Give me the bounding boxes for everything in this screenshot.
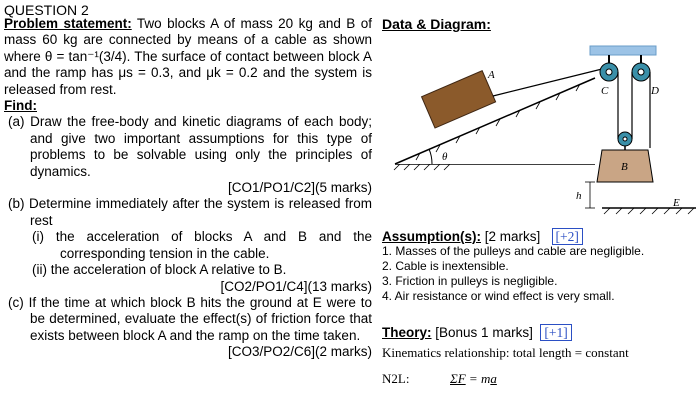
part-b-ii: (ii) the acceleration of block A relative to B.: [32, 262, 287, 278]
part-b-marks: [CO2/PO1/C4](13 marks): [220, 278, 372, 294]
pulley-c-hub: [606, 69, 612, 75]
question-title: QUESTION 2: [4, 2, 89, 18]
part-b-text: (b) Determine immediately after the system is released from rest: [8, 196, 372, 228]
label-c: C: [601, 85, 609, 97]
ceiling-support: [590, 46, 656, 55]
theory-heading: [382, 325, 572, 341]
label-d: D: [651, 85, 659, 97]
kinematics-relationship: Kinematics relationship: total length = constant: [382, 345, 629, 360]
left-column: [4, 16, 372, 361]
part-c-marks: [CO3/PO2/C6](2 marks): [227, 344, 372, 360]
assumption-item: 4. Air resistance or wind effect is very small.: [382, 289, 615, 303]
n2l-equation: [450, 371, 497, 387]
assumption-item: 3. Friction in pulleys is negligible.: [382, 274, 558, 288]
problem-label: Problem statement:: [4, 16, 132, 31]
theory-tag: [+1]: [540, 324, 571, 341]
theory-label: Theory:: [382, 325, 432, 340]
eq-equals-m: = m: [465, 371, 491, 386]
pulley-b-hub: [623, 137, 627, 141]
part-a-text: (a) Draw the free-body and kinetic diagrams of each body; and give two important assumptions for this type of problems to be solvable using only the principles of dynamics.: [8, 114, 372, 179]
assumption-item: 2. Cable is inextensible.: [382, 259, 509, 273]
label-a: A: [488, 69, 495, 81]
problem-statement: [4, 16, 372, 98]
assumptions-marks: [2 marks]: [484, 229, 541, 244]
ground-hatch: [604, 208, 694, 214]
label-e: E: [673, 197, 680, 209]
part-a-marks: [CO1/PO1/C2](5 marks): [227, 180, 372, 196]
pulley-d-hub: [638, 69, 644, 75]
n2l-label: N2L:: [382, 371, 410, 386]
assumptions-heading: [382, 229, 583, 245]
eq-accel: a: [490, 371, 497, 386]
part-c-text: (c) If the time at which block B hits the ground at E were to be determined, evaluate the effect(s) of friction force that exists between block A and the ramp on the time taken.: [8, 294, 372, 343]
ramp-hatch: [394, 164, 450, 170]
part-b-i: (i) the acceleration of blocks A and B and the corresponding tension in the cable.: [32, 229, 372, 261]
assumptions-label: Assumption(s):: [382, 229, 481, 244]
eq-sum-force: ΣF: [450, 371, 466, 386]
pulley-diagram: [380, 36, 698, 226]
label-theta: θ: [442, 151, 448, 163]
theory-marks: [Bonus 1 marks]: [435, 325, 533, 340]
data-diagram-heading: Data & Diagram:: [382, 16, 491, 32]
assumptions-tag: [+2]: [552, 228, 583, 245]
assumption-item: 1. Masses of the pulleys and cable are negligible.: [382, 244, 645, 258]
assumptions-list: [382, 244, 697, 304]
problem-text: Two blocks A of mass 20 kg and B of mass 60 kg are connected by means of a cable as shown where θ = tan⁻¹(3/4). The surface of contact between block A and the ramp has μs = 0.3, and μk = 0.2 and the system is released from rest.: [4, 16, 372, 97]
label-b: B: [621, 161, 628, 173]
label-h: h: [576, 190, 582, 202]
block-a: [422, 71, 496, 128]
find-label: Find:: [4, 98, 37, 114]
